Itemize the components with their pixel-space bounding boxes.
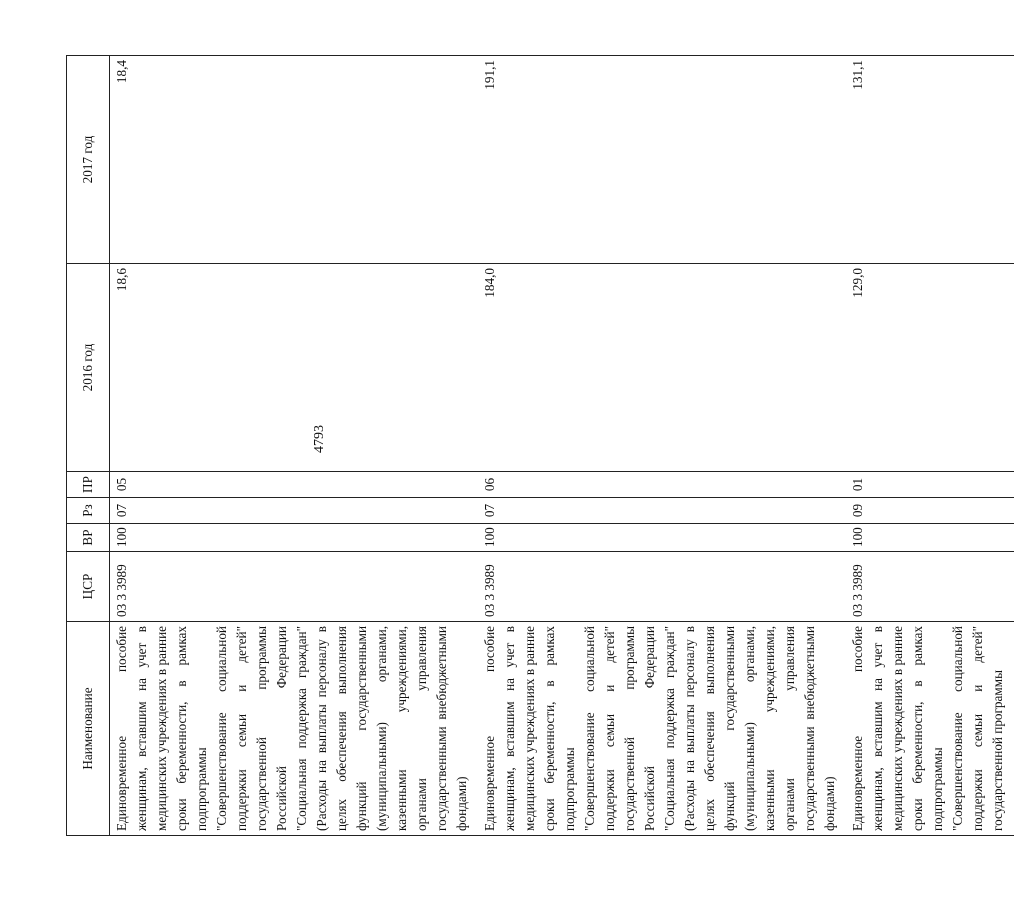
rotated-table-container [66, 56, 1005, 836]
col-header-2017: 2017 год [67, 56, 110, 264]
row-2017: 191,1 [478, 56, 846, 264]
col-header-csr: ЦСР [67, 552, 110, 622]
row-vr: 100 [478, 524, 846, 552]
row-2017: 18,4 [110, 56, 479, 264]
row-rz: 07 [110, 498, 479, 524]
row-pr: 01 [846, 472, 1014, 498]
row-csr: 03 3 3989 [110, 552, 479, 622]
row-csr: 03 3 3989 [478, 552, 846, 622]
col-header-name: Наименование [67, 622, 110, 836]
row-2017: 131,1 [846, 56, 1014, 264]
row-2016: 18,6 [110, 264, 479, 472]
col-header-2016: 2016 год [67, 264, 110, 472]
budget-table [66, 55, 1014, 836]
row-2016: 184,0 [478, 264, 846, 472]
col-header-pr: ПР [67, 472, 110, 498]
row-rz: 09 [846, 498, 1014, 524]
row-vr: 100 [846, 524, 1014, 552]
row-name: Единовременное пособие женщинам, вставшим на учет в медицинских учреждениях в ранние сроки беременности, в рамках подпрограммы "Совершенствование социальной поддержки семьи и детей" государственной программы Российской Федерации "Социальная поддержка граждан" (Расходы на выплаты персоналу в целях обеспечения выполнения функций государственными (муниципальными) органами, казенными учреждениями, органами управления государственными внебюджетными фондами) [110, 622, 479, 836]
table-header-row [67, 56, 110, 836]
row-csr: 03 3 3989 [846, 552, 1014, 622]
table-row [110, 56, 479, 836]
row-2016: 129,0 [846, 264, 1014, 472]
col-header-rz: Рз [67, 498, 110, 524]
table-row [846, 56, 1014, 836]
row-name: Единовременное пособие женщинам, вставшим на учет в медицинских учреждениях в ранние сроки беременности, в рамках подпрограммы "Совершенствование социальной поддержки семьи и детей" государственной программы [846, 622, 1014, 836]
row-pr: 05 [110, 472, 479, 498]
table-row [478, 56, 846, 836]
row-pr: 06 [478, 472, 846, 498]
row-vr: 100 [110, 524, 479, 552]
row-name: Единовременное пособие женщинам, вставшим на учет в медицинских учреждениях в ранние сроки беременности, в рамках подпрограммы "Совершенствование социальной поддержки семьи и детей" государственной программы Российской Федерации "Социальная поддержка граждан" (Расходы на выплаты персоналу в целях обеспечения выполнения функций государственными (муниципальными) органами, казенными учреждениями, органами управления государственными внебюджетными фондами) [478, 622, 846, 836]
page-number: 4793 [312, 425, 327, 453]
row-rz: 07 [478, 498, 846, 524]
col-header-vr: ВР [67, 524, 110, 552]
